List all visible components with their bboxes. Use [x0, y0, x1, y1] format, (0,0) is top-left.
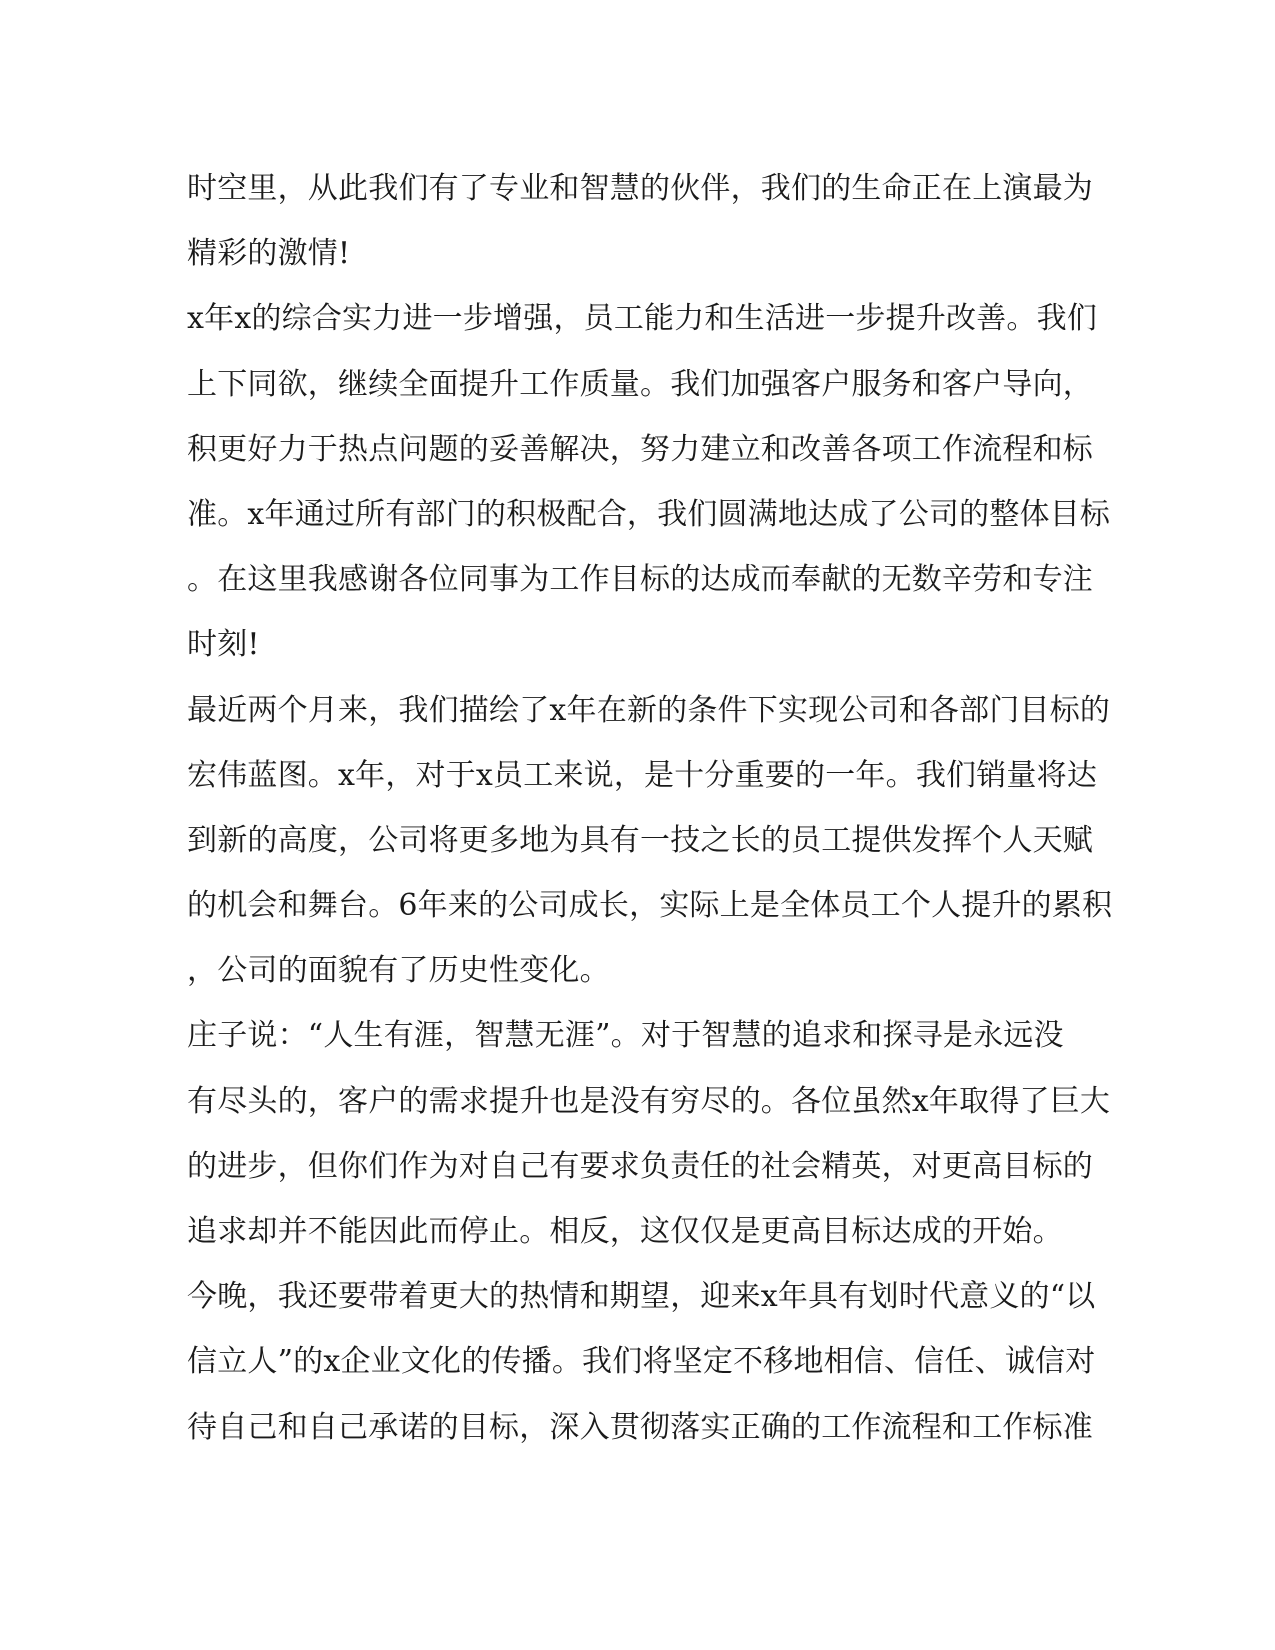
document-body [187, 156, 1113, 1460]
text-line: 时空里，从此我们有了专业和智慧的伙伴，我们的生命正在上演最为 [187, 171, 1093, 206]
text-line: x年x的综合实力进一步增强，员工能力和生活进一步提升改善。我们 [187, 301, 1098, 337]
text-line: 积更好力于热点问题的妥善解决，努力建立和改善各项工作流程和标 [187, 431, 1093, 467]
text-line: 精彩的激情! [187, 236, 351, 272]
text-line: ，公司的面貌有了历史性变化。 [187, 953, 610, 989]
text-line: 今晚，我还要带着更大的热情和期望，迎来x年具有划时代意义的“以 [187, 1279, 1096, 1315]
text-line: 追求却并不能因此而停止。相反，这仅仅是更高目标达成的开始。 [187, 1214, 1063, 1249]
text-line: 有尽头的，客户的需求提升也是没有穷尽的。各位虽然x年取得了巨大 [187, 1083, 1111, 1119]
text-line: 到新的高度，公司将更多地为具有一技之长的员工提供发挥个人天赋 [187, 822, 1093, 858]
text-line: 准。x年通过所有部门的积极配合，我们圆满地达成了公司的整体目标 [187, 496, 1111, 532]
text-line: 庄子说：“人生有涯，智慧无涯”。对于智慧的追求和探寻是永远没 [187, 1018, 1064, 1054]
text-line: 最近两个月来，我们描绘了x年在新的条件下实现公司和各部门目标的 [187, 692, 1111, 728]
text-line: 的进步，但你们作为对自己有要求负责任的社会精英，对更高目标的 [187, 1148, 1093, 1184]
text-line: 。在这里我感谢各位同事为工作目标的达成而奉献的无数辛劳和专注 [187, 562, 1093, 598]
text-line: 的机会和舞台。6年来的公司成长，实际上是全体员工个人提升的累积 [187, 888, 1113, 924]
text-line: 上下同欲，继续全面提升工作质量。我们加强客户服务和客户导向， [187, 366, 1093, 402]
text-line: 时刻! [187, 627, 260, 663]
text-line: 宏伟蓝图。x年，对于x员工来说，是十分重要的一年。我们销量将达 [187, 757, 1098, 793]
text-line: 待自己和自己承诺的目标，深入贯彻落实正确的工作流程和工作标准 [187, 1409, 1093, 1445]
text-line: 信立人”的x企业文化的传播。我们将坚定不移地相信、信任、诚信对 [187, 1344, 1096, 1380]
